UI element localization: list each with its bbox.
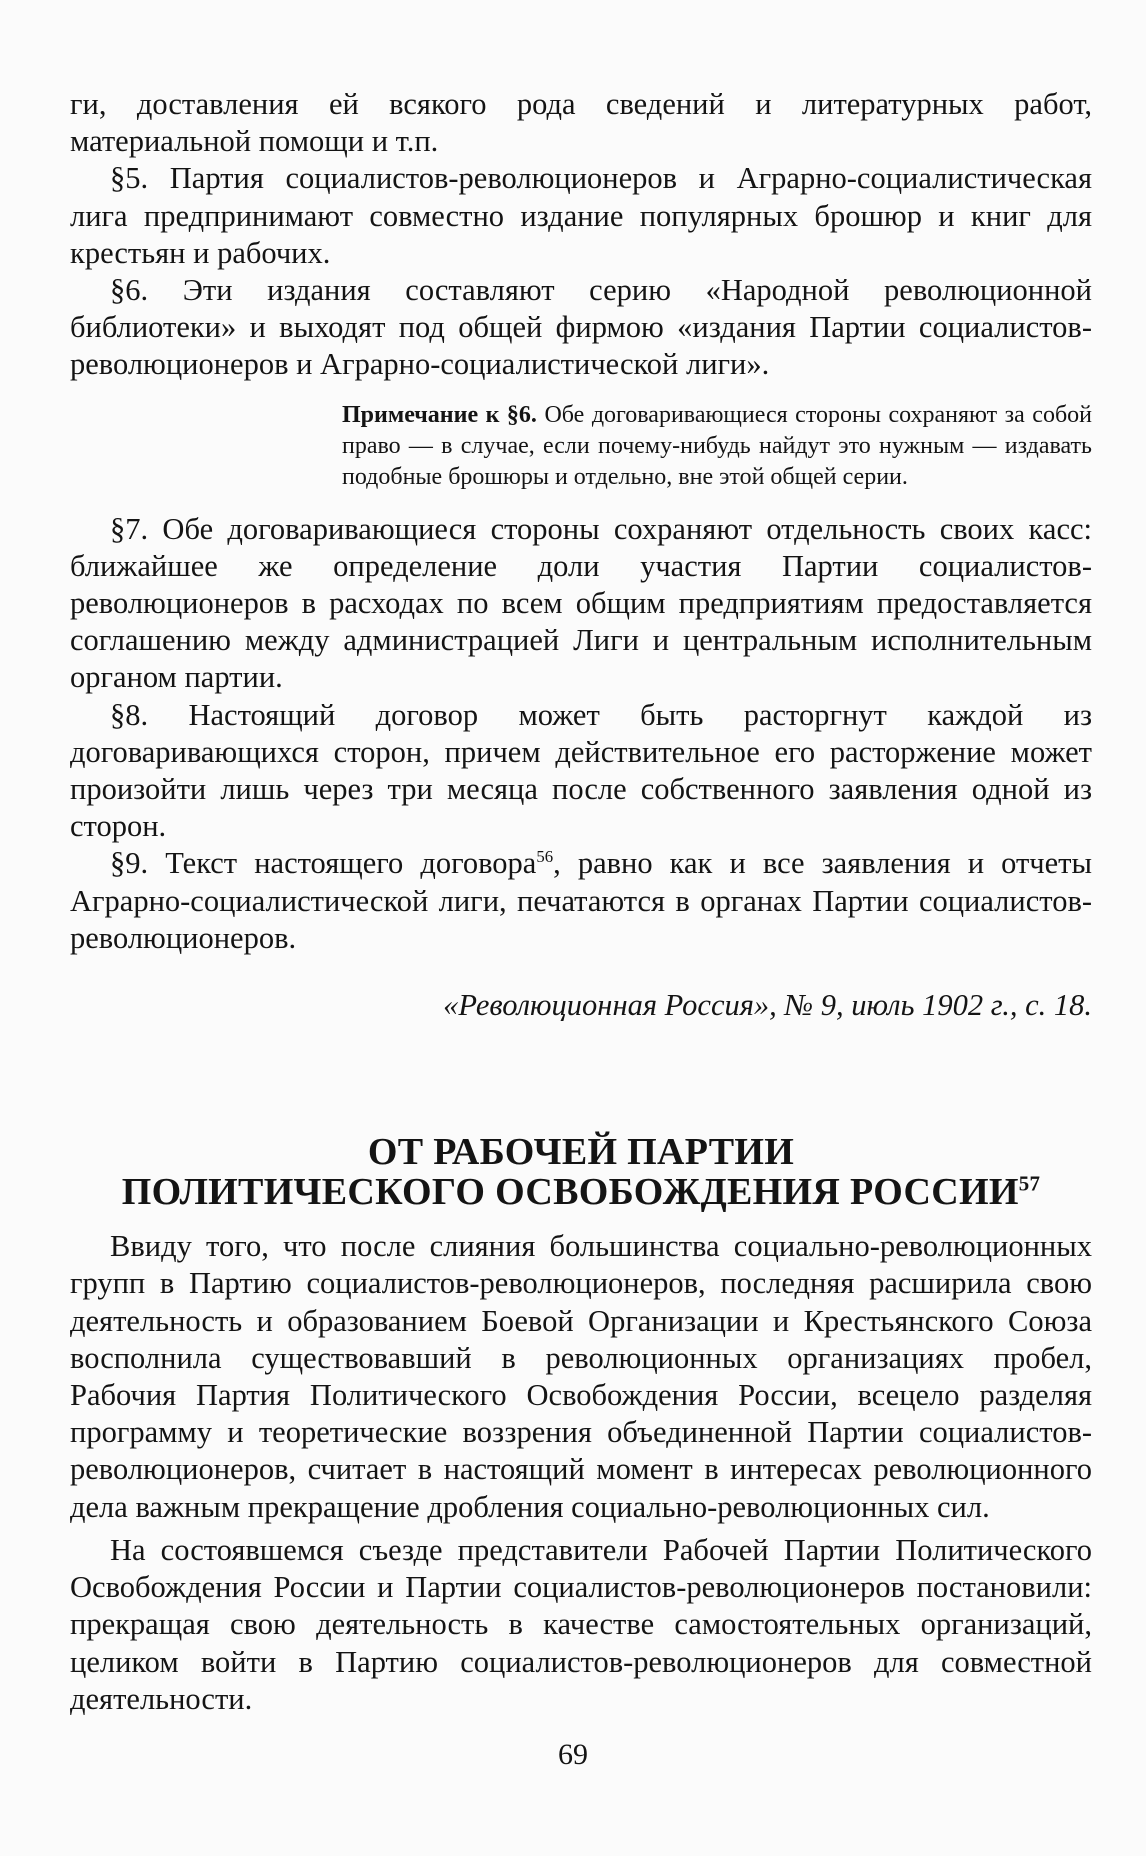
paragraph-section-6: §6. Эти издания составляют серию «Народной революционной библиотеки» и выходят под общей фирмою «издания Партии социалистов-революционеров и Аграрно-социалистической лиги». xyxy=(70,273,1092,382)
p9-text-after: , равно как и все заявления и отчеты Аграрно-социалистической лиги, печатаются в органах Партии социалистов-революционеров. xyxy=(70,846,1092,955)
page-number: 69 xyxy=(558,1738,588,1771)
paragraph-section-9 xyxy=(70,845,1092,957)
heading-line-1: ОТ РАБОЧЕЙ ПАРТИИ xyxy=(367,1131,795,1174)
source-citation: «Революционная Россия», № 9, июль 1902 г., с. 18. xyxy=(443,988,1092,1023)
section-heading xyxy=(70,1132,1092,1212)
p9-text-before: §9. Текст настоящего договора xyxy=(110,846,537,881)
note-text: Обе договаривающиеся стороны сохраняют за собой право — в случае, если почему-нибудь найдут это нужным — издавать подобные брошюры и отдельно, вне этой общей серии. xyxy=(342,401,1093,490)
paragraph-congress-decision: На состоявшемся съезде представители Рабочей Партии Политического Освобождения России и Партии социалистов-революционеров постановили: прекращая свою деятельность в качестве самостоятельных организаций, целиком войти в Партию социалистов-революционеров для совместной деятельности. xyxy=(70,1532,1092,1716)
footnote-ref-56: 56 xyxy=(536,847,554,867)
paragraph-section-8: §8. Настоящий договор может быть расторгнут каждой из договаривающихся сторон, причем действительное его расторжение может произойти лишь через три месяца после собственного заявления одной из сторон. xyxy=(70,697,1092,844)
paragraph-section-5: §5. Партия социалистов-революционеров и Аграрно-социалистическая лига предпринимают совместно издание популярных брошюр и книг для крестьян и рабочих. xyxy=(70,161,1092,270)
footnote-ref-57: 57 xyxy=(1018,1171,1041,1196)
paragraph-continuation: ги, доставления ей всякого рода сведений и литературных работ, материальной помощи и т.п. xyxy=(70,87,1092,159)
note-section-6 xyxy=(342,400,1092,493)
paragraph-merger-intro: Ввиду того, что после слияния большинства социально-революционных групп в Партию социалистов-революционеров, последняя расширила свою деятельность и образованием Боевой Организации и Крестьянского Союза восполнила существовавший в революционных организациях пробел, Рабочия Партия Политического Освобождения России, всецело разделяя программу и теоретические воззрения объединенной Партии социалистов-революционеров, считает в настоящий момент в интересах революционного дела важным прекращение дробления социально-революционных сил. xyxy=(70,1229,1092,1524)
note-label: Примечание к §6. xyxy=(342,401,537,428)
page-body xyxy=(70,86,1092,1718)
paragraph-section-7: §7. Обе договаривающиеся стороны сохраняют отдельность своих касс: ближайшее же определение доли участия Партии социалистов-революционеров в расходах по всем общим предприятиям предоставляется соглашению между администрацией Лиги и центральным исполнительным органом партии. xyxy=(70,511,1092,695)
heading-line-2-text: ПОЛИТИЧЕСКОГО ОСВОБОЖДЕНИЯ РОССИИ xyxy=(121,1171,1019,1214)
heading-line-2 xyxy=(70,1172,1092,1212)
